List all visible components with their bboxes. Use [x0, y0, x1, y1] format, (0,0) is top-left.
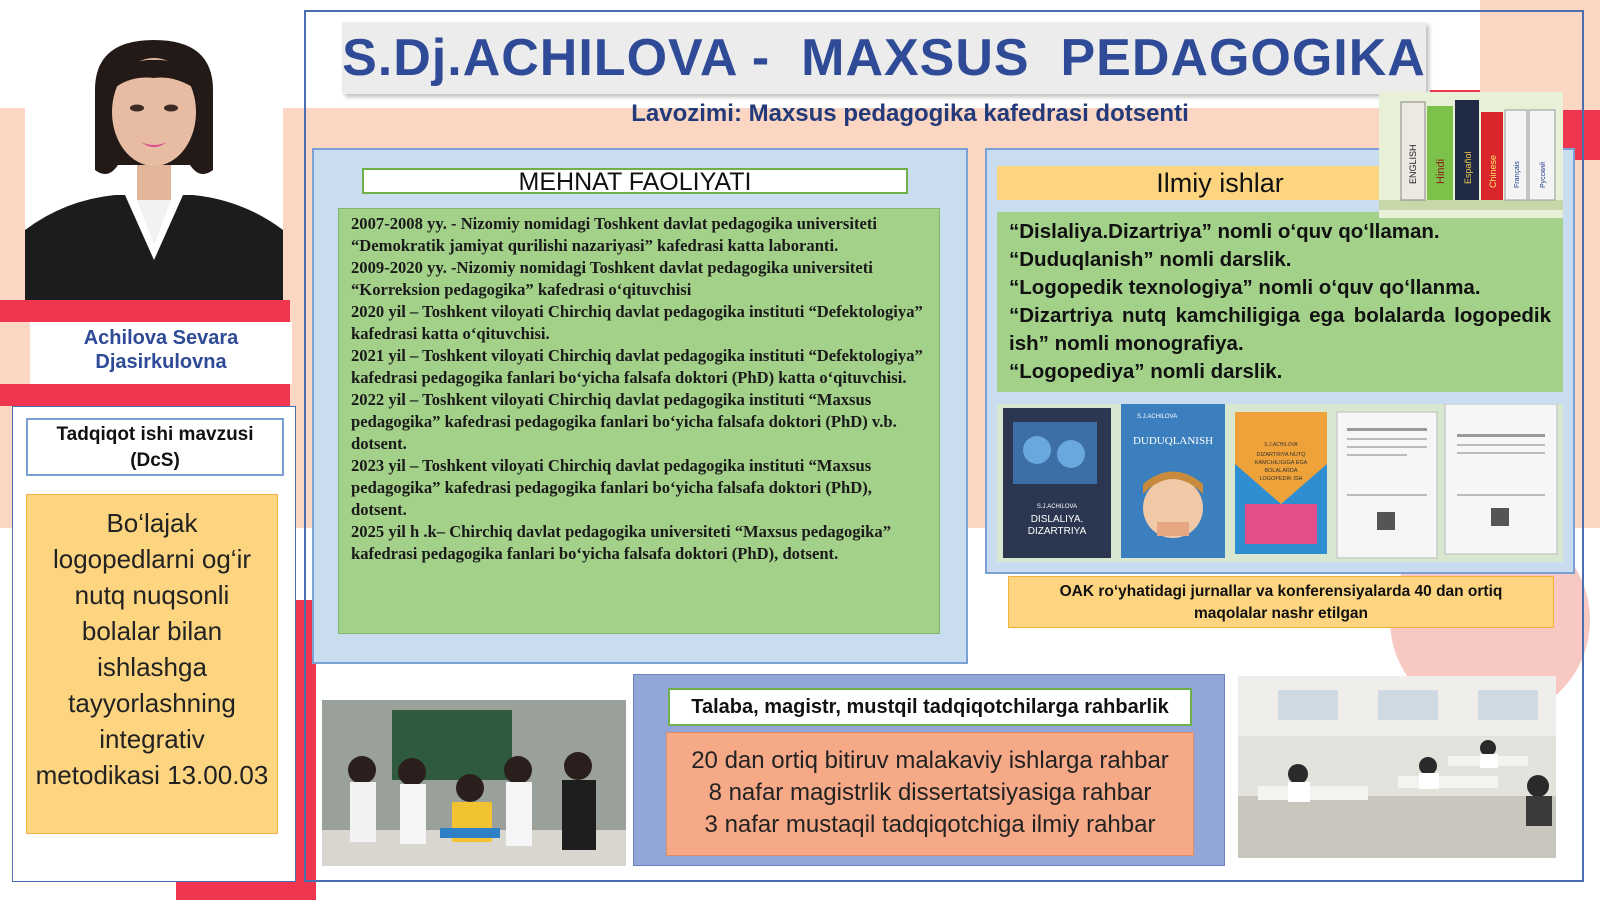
research-topic-text: Bo‘lajak logopedlarni og‘ir nutq nuqsonli bolalar bilan ishlashga tayyorlashning integrativ metodikasi 13.00.03 [26, 494, 278, 834]
work-entry: 2022 yil – Toshkent viloyati Chirchiq davlat pedagogika instituti “Maxsus pedagogika” kafedrasi pedagogika fanlari bo‘yicha falsafa doktori (PhD) v.b. dotsent. [351, 390, 897, 453]
scientific-work-item: “Duduqlanish” nomli darslik. [1009, 248, 1292, 271]
shelf-spine-russian: Pусский [1540, 162, 1547, 188]
shelf-spine-francais: Français [1514, 161, 1521, 188]
supervision-line: 20 dan ortiq bitiruv malakaviy ishlarga rahbar [691, 747, 1169, 774]
shelf-spine-chinese: Chinese [1488, 154, 1498, 188]
scientific-work-item: “Logopediya” nomli darslik. [1009, 360, 1283, 383]
book3-author: S.J.ACHILOVA [1264, 442, 1298, 448]
research-topic-label [26, 418, 284, 476]
publications-line2: maqolalar nashr etilgan [1194, 605, 1368, 622]
shelf-spine-english: ENGLISH [1408, 144, 1418, 184]
supervision-list [666, 732, 1194, 856]
book3-title-line2: KAMCHILIGIGA EGA [1254, 460, 1308, 466]
book-cover-dislaliya [1003, 408, 1111, 558]
person-name-first: Achilova Sevara [83, 327, 239, 349]
shelf-spine-hindi: Hindi [1435, 158, 1447, 184]
exam-classroom-photo [1238, 676, 1556, 858]
scientific-works-label: Ilmiy ishlar [997, 166, 1563, 200]
work-entry: 2009-2020 yy. -Nizomiy nomidagi Toshkent davlat pedagogika universiteti “Korreksion pedagogika” kafedrasi o‘qituvchisi [351, 258, 873, 299]
certificate-document-1 [1337, 412, 1437, 558]
position-subtitle: Lavozimi: Maxsus pedagogika kafedrasi dotsenti [631, 100, 1189, 127]
scientific-work-item: “Dizartriya nutq kamchiligiga ega bolalarda logopedik ish” nomli monografiya. [1009, 304, 1551, 355]
work-entry: 2021 yil – Toshkent viloyati Chirchiq davlat pedagogika instituti “Defektologiya” kafedrasi pedagogika fanlari bo‘yicha falsafa doktori (PhD) katta o‘qituvchisi. [351, 346, 923, 387]
work-history-list [338, 208, 940, 634]
page-title: S.Dj.ACHILOVA - MAXSUS PEDAGOGIKA [342, 29, 1426, 87]
shelf-spine-espanol: Español [1463, 151, 1473, 184]
research-topic-label-line2: (DcS) [130, 450, 180, 471]
publications-box [1008, 576, 1554, 628]
book-covers-strip [997, 404, 1563, 562]
background-red-shape-left [0, 300, 290, 322]
person-name [30, 322, 292, 384]
research-topic-label-line1: Tadqiqot ishi mavzusi [56, 424, 254, 445]
book1-author: S.J.ACHILOVA [1036, 504, 1078, 510]
scientific-works-list [997, 212, 1563, 392]
book3-title-line4: LOGOPEDIK ISH [1259, 476, 1303, 482]
certificate-document-2 [1445, 404, 1557, 554]
book1-title-line1: DISLALIYA. [1030, 514, 1084, 525]
book1-title-line2: DIZARTRIYA [1027, 526, 1087, 537]
portrait-photo [25, 30, 283, 300]
book2-author: S.J.ACHILOVA [1137, 414, 1178, 420]
scientific-work-item: “Logopedik texnologiya” nomli o‘quv qo‘llanma. [1009, 276, 1481, 299]
work-entry: 2025 yil h .k– Chirchiq davlat pedagogika universiteti “Maxsus pedagogika” kafedrasi pedagogika fanlari bo‘yicha falsafa doktori (PhD), dotsent. [351, 522, 891, 563]
work-entry: 2007-2008 yy. - Nizomiy nomidagi Toshkent davlat pedagogika universiteti “Demokratik jamiyat qurilishi nazariyasi” kafedrasi katta laboranti. [351, 214, 877, 255]
person-name-last: Djasirkulovna [95, 351, 227, 373]
bookshelf-image [1379, 92, 1563, 218]
book2-title: DUDUQLANISH [1132, 435, 1214, 447]
publications-line1: OAK ro‘yhatidagi jurnallar va konferensiyalarda 40 dan ortiq [1059, 583, 1503, 600]
work-history-label: MEHNAT FAOLIYATI [362, 168, 908, 194]
students-group-photo [322, 700, 626, 866]
work-entry: 2023 yil – Toshkent viloyati Chirchiq davlat pedagogika instituti “Maxsus pedagogika” kafedrasi pedagogika fanlari bo‘yicha falsafa doktori (PhD), dotsent. [351, 456, 872, 519]
background-red-shape-left2 [0, 384, 290, 406]
supervision-line: 3 nafar mustaqil tadqiqotchiga ilmiy rahbar [704, 811, 1156, 838]
book3-title-line3: BOLALARDA [1264, 468, 1298, 474]
work-entry: 2020 yil – Toshkent viloyati Chirchiq davlat pedagogika instituti “Defektologiya” kafedrasi katta o‘qituvchisi. [351, 302, 923, 343]
book-cover-duduqlanish [1121, 404, 1225, 558]
supervision-line: 8 nafar magistrlik dissertatsiyasiga rahbar [708, 779, 1152, 806]
scientific-work-item: “Dislaliya.Dizartriya” nomli o‘quv qo‘llaman. [1009, 220, 1440, 243]
book-cover-dizartriya [1235, 412, 1327, 554]
book3-title-line1: DIZARTRIYA NUTQ [1256, 452, 1306, 458]
supervision-label: Talaba, magistr, mustqil tadqiqotchilarga rahbarlik [668, 688, 1192, 726]
